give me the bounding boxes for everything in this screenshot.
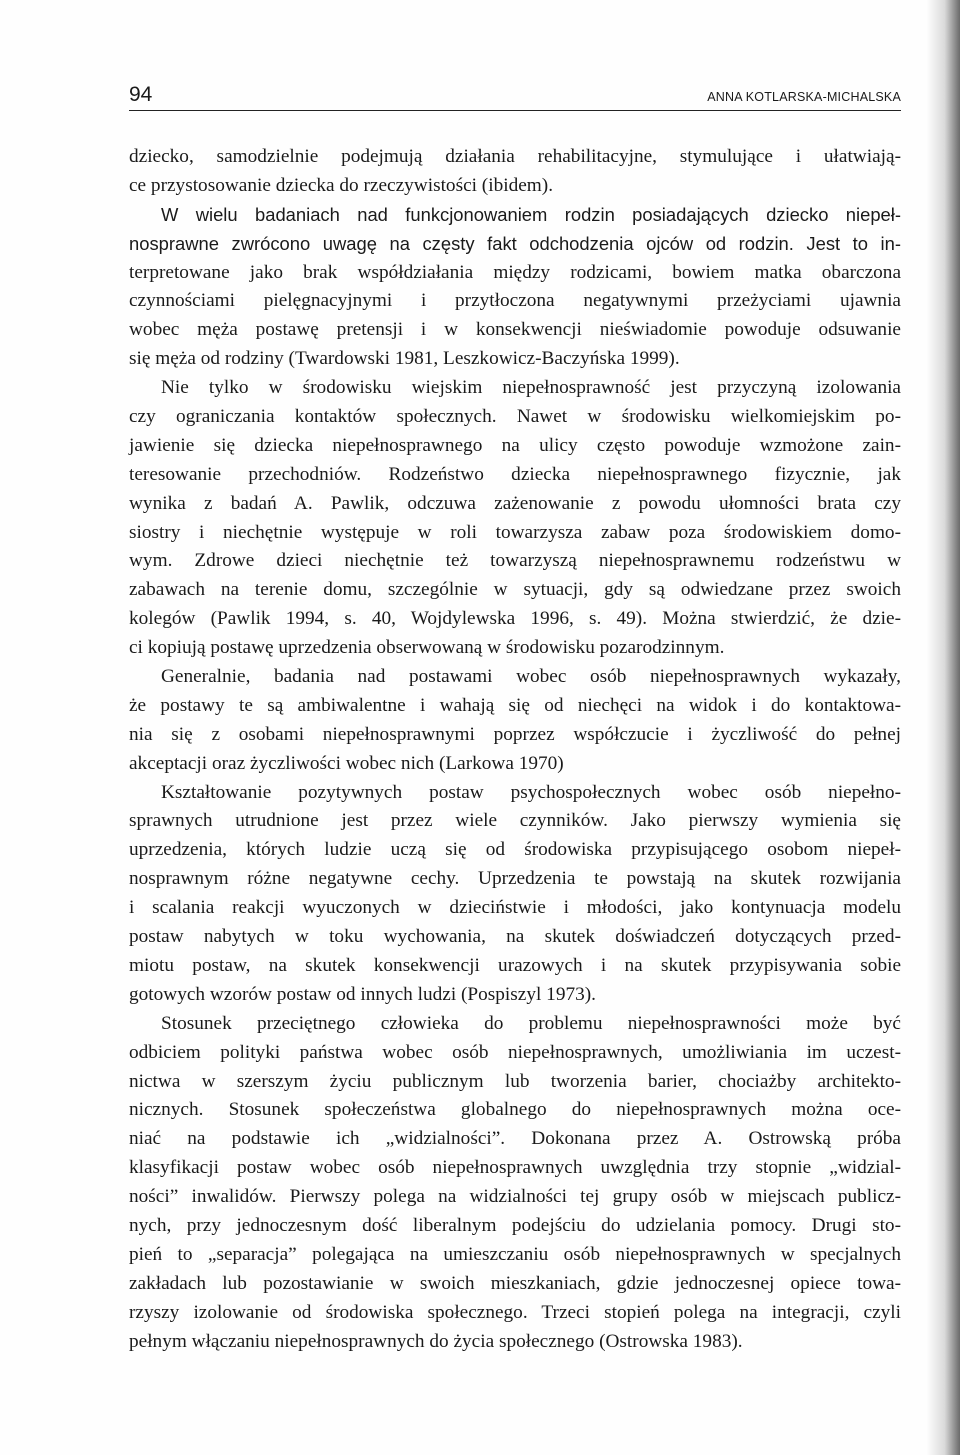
- text-line: akceptacji oraz życzliwości wobec nich (Larkowa 1970): [129, 752, 564, 774]
- text-line: czy ograniczania kontaktów społecznych. Nawet w środowisku wielkomiejskim po-: [129, 406, 901, 428]
- text-line: zabawach na terenie domu, szczególnie w sytuacji, gdy są odwiedzane przez swoich: [129, 579, 901, 601]
- text-line: sprawnych utrudnione jest przez wiele czynników. Jako pierwszy wymienia się: [129, 810, 901, 832]
- text-line: nia się z osobami niepełnosprawnymi poprzez współczucie i życzliwość do pełnej: [129, 723, 901, 745]
- text-line: pień to „separacja” polegająca na umieszczaniu osób niepełnosprawnych w specjalnych: [129, 1243, 901, 1265]
- text-line: W wielu badaniach nad funkcjonowaniem rodzin posiadających dziecko niepeł-: [161, 203, 901, 225]
- text-line: terpretowane jako brak współdziałania między rodzicami, bowiem matka obarczona: [129, 261, 901, 283]
- text-line: teresowanie przechodniów. Rodzeństwo dziecka niepełnosprawnego fizycznie, jak: [129, 463, 901, 485]
- text-line: klasyfikacji postaw wobec osób niepełnosprawnych uwzględnia trzy stopnie „widzial-: [129, 1157, 901, 1179]
- text-line: dziecko, samodzielnie podejmują działania rehabilitacyjne, stymulujące i ułatwiają-: [129, 146, 901, 167]
- page-header: [129, 80, 901, 111]
- text-line: Kształtowanie pozytywnych postaw psychospołecznych wobec osób niepełno-: [161, 781, 901, 803]
- text-line: ności” inwalidów. Pierwszy polega na widzialności tej grupy osób w miejscach publicz-: [129, 1186, 901, 1208]
- text-line: postaw nabytych w toku wychowania, na skutek doświadczeń dotyczących przed-: [129, 926, 901, 948]
- text-line: Nie tylko w środowisku wiejskim niepełnosprawność jest przyczyną izolowania: [161, 377, 901, 399]
- text-line: się męża od rodziny (Twardowski 1981, Leszkowicz-Baczyńska 1999).: [129, 348, 680, 370]
- text-line: wynika z badań A. Pawlik, odczuwa zażenowanie z powodu ułomności brata czy: [129, 492, 901, 514]
- text-line: nictwa w szerszym życiu publicznym lub tworzenia barier, chociażby architekto-: [129, 1070, 901, 1092]
- text-line: jawienie się dziecka niepełnosprawnego na ulicy często powoduje wzmożone zain-: [129, 434, 901, 456]
- page-number: 94: [129, 83, 153, 106]
- text-line: nosprawnym różne negatywne cechy. Uprzedzenia te powstają na skutek rozwijania: [129, 868, 901, 890]
- text-line: wobec męża postawę pretensji i w konsekwencji nieświadomie powoduje odsuwanie: [129, 319, 901, 341]
- text-line: pełnym włączaniu niepełnosprawnych do życia społecznego (Ostrowska 1983).: [129, 1330, 743, 1352]
- text-line: zakładach lub pozostawianie w swoich mieszkaniach, gdzie jednoczesnej opiece towa-: [129, 1272, 901, 1294]
- text-line: ce przystosowanie dziecka do rzeczywistości (ibidem).: [129, 174, 554, 196]
- text-line: odbiciem polityki państwa wobec osób niepełnosprawnych, umożliwiania im uczest-: [129, 1041, 901, 1063]
- text-line: że postawy te są ambiwalentne i wahają się od niechęci na widok i do kontaktowa-: [129, 694, 901, 716]
- text-line: rzyszy izolowanie od środowiska społecznego. Trzeci stopień polega na integracji, czyli: [129, 1301, 901, 1323]
- text-line: nicznych. Stosunek społeczeństwa globalnego do niepełnosprawnych można oce-: [129, 1099, 901, 1121]
- text-line: wym. Zdrowe dzieci niechętnie też towarzyszą niepełnosprawnemu rodzeństwu w: [129, 550, 901, 572]
- text-line: nosprawne zwrócono uwagę na częsty fakt odchodzenia ojców od rodzin. Jest to in-: [129, 232, 901, 254]
- text-line: niać na podstawie ich „widzialności”. Dokonana przez A. Ostrowską próba: [129, 1128, 901, 1150]
- text-line: miotu postaw, na skutek konsekwencji urazowych i na skutek przypisywania sobie: [129, 954, 901, 976]
- text-line: nych, przy jednoczesnym dość liberalnym podejściu do udzielania pomocy. Drugi sto-: [129, 1214, 901, 1236]
- running-head: ANNA KOTLARSKA-MICHALSKA: [707, 90, 901, 104]
- text-line: czynnościami pielęgnacyjnymi i przytłoczona negatywnymi przeżyciami ujawnia: [129, 290, 901, 312]
- text-line: siostry i niechętnie występuje w roli towarzysza zabaw poza środowiskiem domo-: [129, 521, 901, 543]
- text-line: Stosunek przeciętnego człowieka do problemu niepełnosprawności może być: [161, 1012, 901, 1034]
- text-line: i scalania reakcji wyuczonych w dzieciństwie i młodości, jako kontynuacja modelu: [129, 897, 901, 919]
- text-line: kolegów (Pawlik 1994, s. 40, Wojdylewska 1996, s. 49). Można stwierdzić, że dzie-: [129, 608, 901, 630]
- text-line: uprzedzenia, których ludzie uczą się od środowiska przypisującego osobom niepeł-: [129, 839, 901, 861]
- page-edge-shadow: [926, 0, 960, 1455]
- text-line: gotowych wzorów postaw od innych ludzi (Pospiszyl 1973).: [129, 983, 596, 1005]
- text-line: Generalnie, badania nad postawami wobec osób niepełnosprawnych wykazały,: [161, 666, 901, 688]
- text-line: ci kopiują postawę uprzedzenia obserwowaną w środowisku pozarodzinnym.: [129, 637, 725, 659]
- body-text: [129, 143, 901, 1356]
